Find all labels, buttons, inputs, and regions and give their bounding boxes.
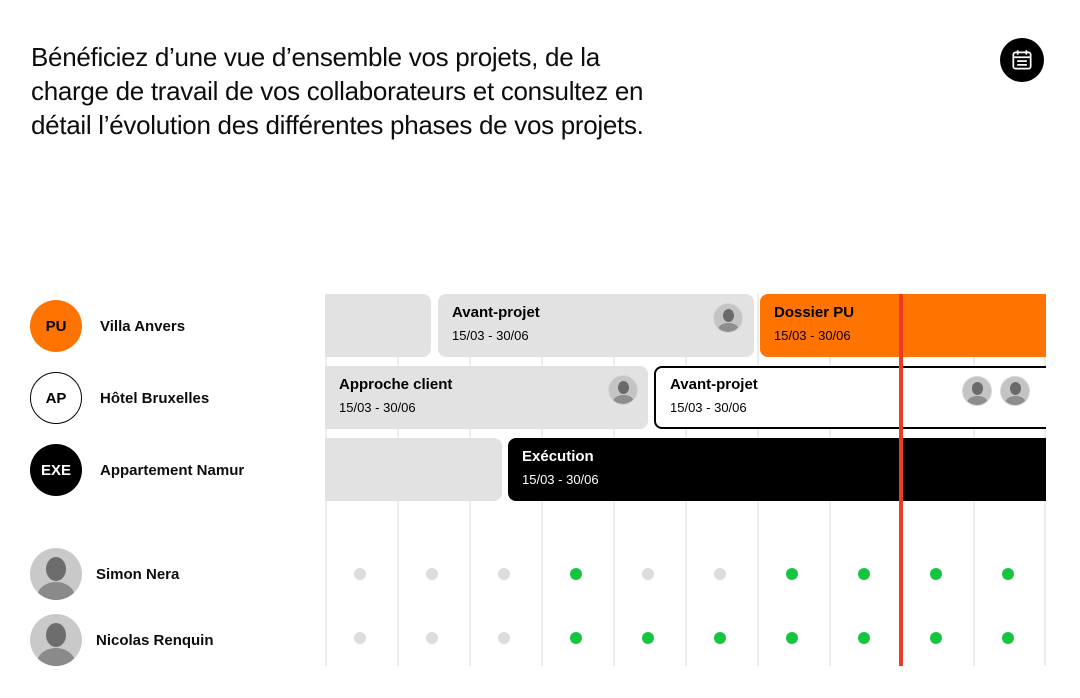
- availability-dot-free[interactable]: [354, 632, 366, 644]
- availability-dot-free[interactable]: [498, 568, 510, 580]
- task-title: Avant-projet: [452, 304, 540, 321]
- availability-dot-busy[interactable]: [570, 568, 582, 580]
- task-dates: 15/03 - 30/06: [452, 328, 529, 343]
- availability-dot-busy[interactable]: [786, 568, 798, 580]
- avatar: [30, 614, 82, 666]
- project-badge: PU: [30, 300, 82, 352]
- task-bar-villa-dossier-pu[interactable]: [760, 294, 1046, 357]
- project-row-hotel-bruxelles[interactable]: [30, 372, 209, 424]
- availability-dot-busy[interactable]: [930, 632, 942, 644]
- availability-dot-busy[interactable]: [714, 632, 726, 644]
- availability-dot-busy[interactable]: [1002, 568, 1014, 580]
- availability-dot-free[interactable]: [354, 568, 366, 580]
- availability-dot-free[interactable]: [642, 568, 654, 580]
- availability-dot-busy[interactable]: [642, 632, 654, 644]
- task-bar-villa-previous[interactable]: [325, 294, 431, 357]
- availability-dot-busy[interactable]: [570, 632, 582, 644]
- task-dates: 15/03 - 30/06: [670, 400, 747, 415]
- task-title: Exécution: [522, 448, 594, 465]
- project-row-villa-anvers[interactable]: [30, 300, 185, 352]
- calendar-icon: [1009, 47, 1035, 73]
- project-row-appartement-namur[interactable]: [30, 444, 244, 496]
- task-dates: 15/03 - 30/06: [774, 328, 851, 343]
- project-badge: AP: [30, 372, 82, 424]
- availability-dot-free[interactable]: [426, 568, 438, 580]
- project-badge: EXE: [30, 444, 82, 496]
- assignee-avatar: [713, 303, 743, 333]
- assignee-avatar: [962, 376, 992, 406]
- collaborator-name: Simon Nera: [96, 565, 180, 583]
- availability-dot-busy[interactable]: [858, 568, 870, 580]
- avatar: [30, 548, 82, 600]
- today-marker: [899, 294, 903, 666]
- availability-dot-free[interactable]: [714, 568, 726, 580]
- collaborator-name: Nicolas Renquin: [96, 631, 214, 649]
- headline: Bénéficiez d’une vue d’ensemble vos projets, de la charge de travail de vos collaborateurs et consultez en détail l’évolution des différentes phases de vos projets.: [31, 42, 644, 140]
- availability-dot-free[interactable]: [498, 632, 510, 644]
- availability-dot-busy[interactable]: [1002, 632, 1014, 644]
- collaborator-row-nicolas-renquin[interactable]: [30, 614, 214, 666]
- availability-dot-free[interactable]: [426, 632, 438, 644]
- collaborator-row-simon-nera[interactable]: [30, 548, 179, 600]
- task-bar-namur-execution[interactable]: [508, 438, 1046, 501]
- task-bar-hotel-avant-projet[interactable]: [654, 366, 1046, 429]
- task-dates: 15/03 - 30/06: [522, 472, 599, 487]
- project-name: Hôtel Bruxelles: [100, 389, 210, 407]
- task-dates: 15/03 - 30/06: [339, 400, 416, 415]
- task-title: Dossier PU: [774, 304, 855, 321]
- assignee-avatar: [608, 375, 638, 405]
- task-bar-villa-avant-projet[interactable]: [438, 294, 754, 357]
- task-title: Avant-projet: [670, 376, 758, 393]
- project-name: Appartement Namur: [100, 461, 245, 479]
- availability-dot-busy[interactable]: [930, 568, 942, 580]
- task-title: Approche client: [339, 376, 453, 393]
- task-bar-hotel-approche-client[interactable]: [325, 366, 648, 429]
- project-name: Villa Anvers: [100, 317, 186, 335]
- availability-dot-busy[interactable]: [786, 632, 798, 644]
- calendar-button[interactable]: [1000, 38, 1044, 82]
- task-bar-namur-previous[interactable]: [325, 438, 502, 501]
- availability-dot-busy[interactable]: [858, 632, 870, 644]
- assignee-avatar: [1000, 376, 1030, 406]
- gantt-grid: [325, 294, 1046, 666]
